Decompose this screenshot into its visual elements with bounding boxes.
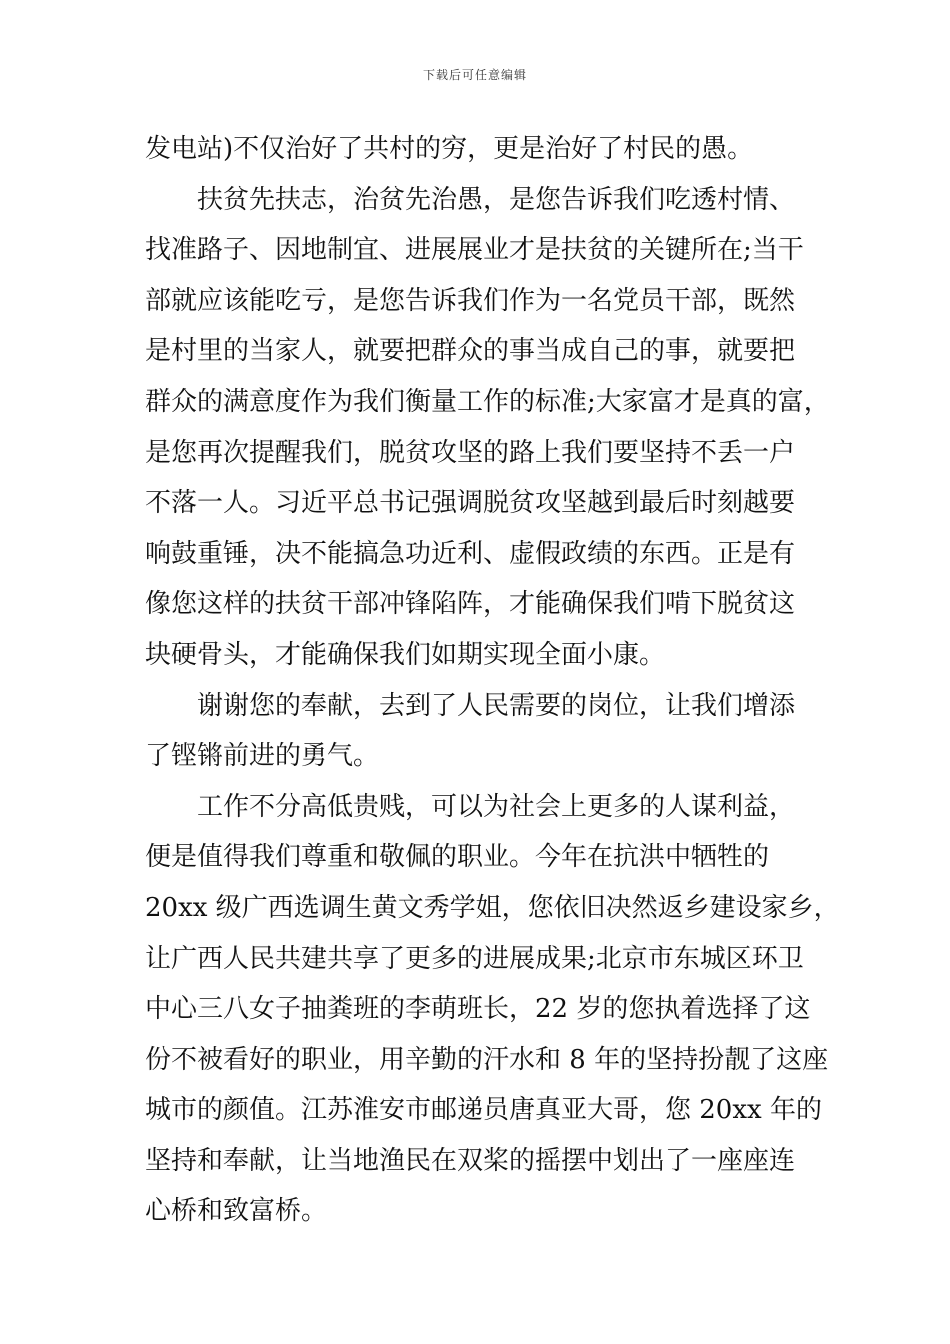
paragraph-start-line: 谢谢您的奉献，去到了人民需要的岗位，让我们增添 (197, 690, 796, 721)
paragraph-start-line: 工作不分高低贵贱，可以为社会上更多的人谋利益， (197, 791, 796, 822)
text-line: 块硬骨头，才能确保我们如期实现全面小康。 (145, 639, 666, 670)
text-line: 份不被看好的职业，用辛勤的汗水和 8 年的坚持扮靓了这座 (145, 1044, 829, 1075)
text-line: 20xx 级广西选调生黄文秀学姐，您依旧决然返乡建设家乡， (145, 892, 840, 923)
text-line: 了铿锵前进的勇气。 (145, 741, 380, 772)
text-line: 城市的颜值。江苏淮安市邮递员唐真亚大哥，您 20xx 年的 (145, 1095, 822, 1126)
text-line: 坚持和奉献，让当地渔民在双桨的摇摆中划出了一座座连 (145, 1145, 796, 1176)
text-line: 中心三八女子抽粪班的李萌班长，22 岁的您执着选择了这 (145, 994, 811, 1025)
body-text (145, 124, 840, 1237)
text-line: 让广西人民共建共享了更多的进展成果;北京市东城区环卫 (145, 943, 804, 974)
text-line: 便是值得我们尊重和敬佩的职业。今年在抗洪中牺牲的 (145, 842, 770, 873)
text-line: 是您再次提醒我们，脱贫攻坚的路上我们要坚持不丢一户 (145, 437, 796, 468)
text-line: 是村里的当家人，就要把群众的事当成自己的事，就要把 (145, 336, 796, 367)
text-line: 部就应该能吃亏，是您告诉我们作为一名党员干部，既然 (145, 285, 796, 316)
text-line: 找准路子、因地制宜、进展展业才是扶贫的关键所在;当干 (145, 235, 804, 266)
text-line: 发电站)不仅治好了共村的穷，更是治好了村民的愚。 (145, 134, 754, 164)
page-header: 下载后可任意编辑 (422, 68, 527, 82)
text-line: 不落一人。习近平总书记强调脱贫攻坚越到最后时刻越要 (145, 488, 796, 519)
text-line: 群众的满意度作为我们衡量工作的标准;大家富才是真的富， (145, 386, 830, 417)
text-line: 心桥和致富桥。 (145, 1196, 328, 1227)
text-line: 响鼓重锤，决不能搞急功近利、虚假政绩的东西。正是有 (145, 538, 796, 569)
text-line: 像您这样的扶贫干部冲锋陷阵，才能确保我们啃下脱贫这 (145, 589, 796, 620)
paragraph-start-line: 扶贫先扶志，治贫先治愚，是您告诉我们吃透村情、 (197, 184, 796, 215)
